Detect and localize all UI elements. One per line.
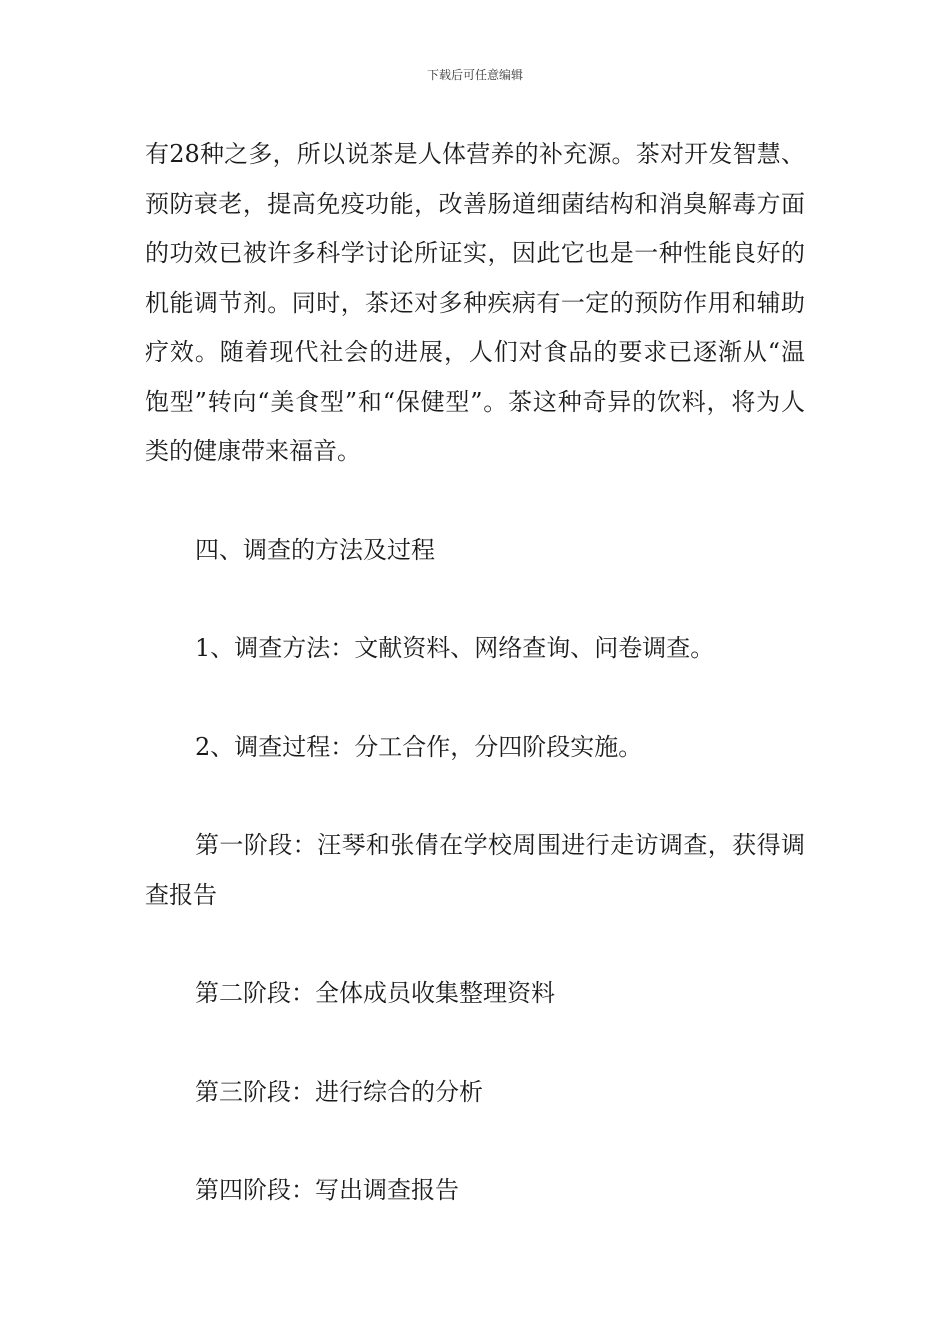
spacer (145, 674, 805, 723)
spacer (145, 575, 805, 624)
stage-2-paragraph: 第二阶段：全体成员收集整理资料 (195, 979, 555, 1007)
page-header: 下载后可任意编辑 (426, 68, 523, 82)
stage-3-paragraph: 第三阶段：进行综合的分析 (195, 1077, 483, 1106)
spacer (145, 1117, 805, 1166)
spacer (145, 772, 805, 821)
spacer (145, 920, 805, 969)
stage-4-paragraph: 第四阶段：写出调查报告 (195, 1176, 459, 1204)
section-heading: 四、调查的方法及过程 (195, 535, 435, 564)
process-paragraph: 2、调查过程：分工合作，分四阶段实施。 (195, 732, 643, 761)
intro-paragraph: 有28种之多，所以说茶是人体营养的补充源。茶对开发智慧、预防衰老，提高免疫功能，改善肠道细菌结构和消臭解毒方面的功效已被许多科学讨论所证实，因此它也是一种性能良好的机能调节剂。同时，茶还对多种疾病有一定的预防作用和辅助疗效。随着现代社会的进展，人们对食品的要求已逐渐从“温饱型”转向“美食型”和“保健型”。茶这种奇异的饮料，将为人类的健康带来福音。 (145, 140, 805, 465)
document-body (145, 130, 805, 1216)
spacer (145, 477, 805, 526)
spacer (145, 1019, 805, 1068)
stage-1-paragraph: 第一阶段：汪琴和张倩在学校周围进行走访调查，获得调查报告 (145, 831, 805, 909)
method-paragraph: 1、调查方法：文献资料、网络查询、问卷调查。 (195, 634, 715, 662)
